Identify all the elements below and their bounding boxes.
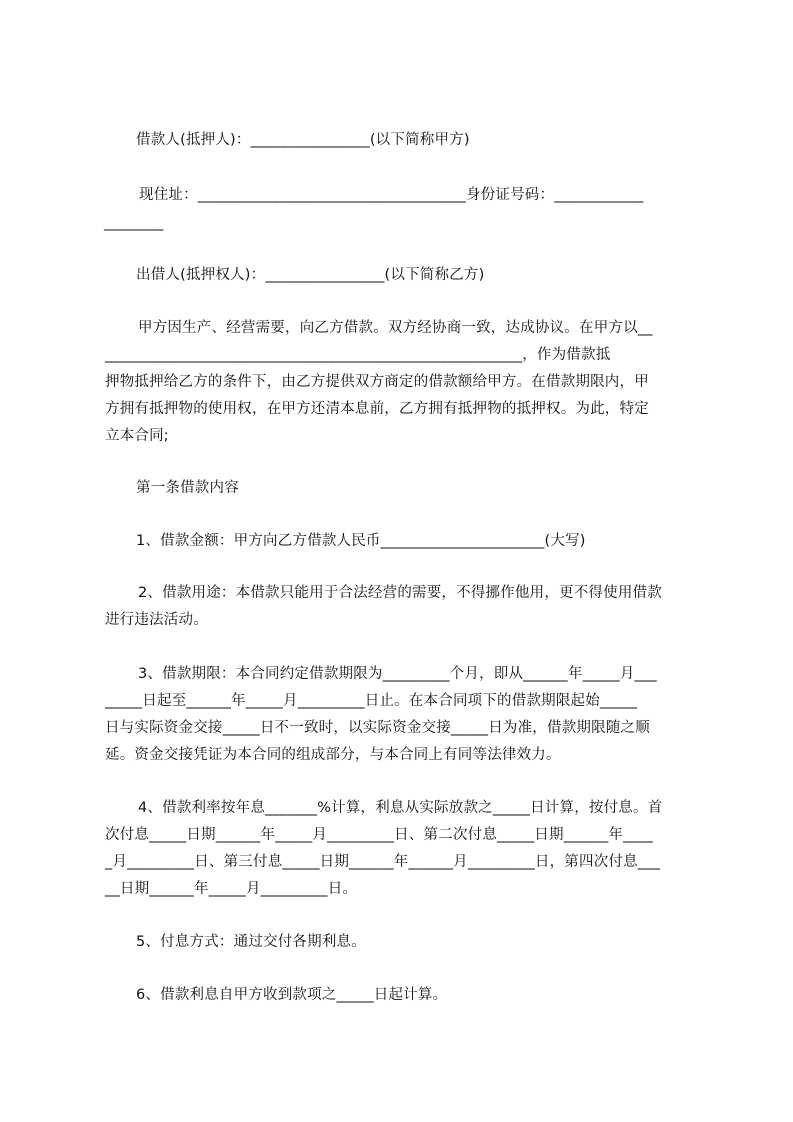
clause-2-line-1: 2、借款用途：本借款只能用于合法经营的需要，不得挪作他用，更不得使用借款	[138, 585, 662, 601]
clause-3-line-1: 3、借款期限：本合同约定借款期限为_________个月，即从______年_____月___	[138, 666, 657, 682]
preamble-line-2: ________________________________________________________，作为借款抵	[105, 347, 611, 363]
clause-1: 1、借款金额：甲方向乙方借款人民币______________________(大写)	[136, 533, 586, 549]
section-heading: 第一条借款内容	[136, 480, 239, 496]
preamble-line-1: 甲方因生产、经营需要，向乙方借款。双方经协商一致，达成协议。在甲方以__	[138, 320, 653, 336]
clause-6: 6、借款利息自甲方收到款项之_____日起计算。	[136, 987, 448, 1003]
address-line-cont: ________	[104, 215, 164, 231]
address-line: 现住址：____________________________________身份证号码：____________	[139, 187, 644, 203]
clause-4-line-4: __日期______年_____月_________日。	[105, 881, 358, 897]
clause-4-line-1: 4、借款利率按年息_______%计算，利息从实际放款之_____日计算，按付息。首	[138, 800, 663, 816]
borrower-line: 借款人(抵押人)：________________(以下简称甲方)	[136, 132, 470, 148]
clause-3-line-4: 延。资金交接凭证为本合同的组成部分，与本合同上有同等法律效力。	[105, 747, 561, 763]
clause-5: 5、付息方式：通过交付各期利息。	[136, 934, 366, 950]
lender-line: 出借人(抵押权人)：________________(以下简称乙方)	[136, 267, 485, 283]
preamble-line-5: 立本合同;	[105, 428, 169, 444]
clause-4-line-3: _月_________日、第三付息_____日期______年______月_________日，第四次付息___	[105, 854, 661, 870]
preamble-line-3: 押物抵押给乙方的条件下，由乙方提供双方商定的借款额给甲方。在借款期限内，甲	[105, 374, 649, 390]
clause-4-line-2: 次付息_____日期______年_____月_________日、第二次付息_____日期______年____	[105, 827, 653, 843]
preamble-line-4: 方拥有抵押物的使用权，在甲方还清本息前，乙方拥有抵押物的抵押权。为此，特定	[105, 401, 649, 417]
clause-3-line-3: 日与实际资金交接_____日不一致时，以实际资金交接_____日为准，借款期限随之顺	[105, 720, 650, 736]
clause-2-line-2: 进行违法活动。	[105, 612, 208, 628]
clause-3-line-2: _____日起至______年_____月_________日止。在本合同项下的借款期限起始_____	[105, 693, 638, 709]
